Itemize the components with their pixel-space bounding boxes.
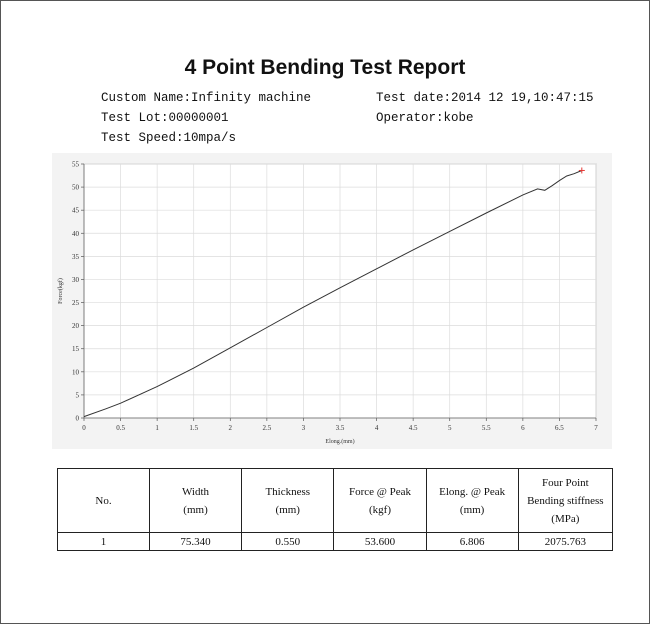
x-tick-label: 3.5 xyxy=(335,424,345,432)
x-tick-label: 2.5 xyxy=(262,424,272,432)
y-tick-label: 0 xyxy=(75,414,79,423)
x-tick-label: 5.5 xyxy=(481,424,491,432)
test-lot-text: Test Lot:00000001 xyxy=(101,111,229,125)
header-bending-stiffness xyxy=(518,469,612,533)
header-thickness xyxy=(242,469,334,533)
x-tick-label: 5 xyxy=(447,424,452,432)
header-line: (mm) xyxy=(459,503,485,516)
operator-text: Operator:kobe xyxy=(376,111,474,125)
header-line: Four Point xyxy=(541,476,589,489)
x-tick-label: 1 xyxy=(155,424,159,432)
x-tick-label: 0 xyxy=(82,424,86,432)
force-elongation-chart xyxy=(52,153,612,449)
y-tick-label: 45 xyxy=(72,206,79,215)
report-title: 4 Point Bending Test Report xyxy=(184,56,466,79)
header-line: No. xyxy=(95,494,112,507)
test-speed-text: Test Speed:10mpa/s xyxy=(101,131,237,145)
x-tick-label: 6 xyxy=(521,424,525,432)
table-cell: 0.550 xyxy=(242,533,334,551)
header-line: Elong. @ Peak xyxy=(439,485,506,498)
table-cell: 2075.763 xyxy=(518,533,612,551)
y-tick-label: 20 xyxy=(72,322,79,331)
chart-area xyxy=(52,153,612,449)
custom-name-text: Custom Name:Infinity machine xyxy=(101,91,312,105)
header-line: Force @ Peak xyxy=(348,485,412,498)
header-elong-peak xyxy=(426,469,518,533)
x-tick-labels xyxy=(82,424,598,432)
x-tick-label: 7 xyxy=(594,424,598,432)
table-cell: 53.600 xyxy=(334,533,426,551)
y-tick-labels xyxy=(72,161,80,423)
y-tick-label: 5 xyxy=(75,391,79,400)
y-tick-label: 10 xyxy=(72,368,79,377)
header-line: (kgf) xyxy=(369,503,391,516)
header-no xyxy=(58,469,150,533)
y-tick-label: 35 xyxy=(72,252,79,261)
header-line: Width xyxy=(181,485,210,498)
table-row xyxy=(58,533,613,551)
table-cell: 75.340 xyxy=(149,533,241,551)
x-tick-label: 3 xyxy=(301,424,306,432)
header-line: (mm) xyxy=(275,503,300,516)
table-header-row xyxy=(58,469,613,533)
x-tick-label: 2 xyxy=(228,424,233,432)
results-table xyxy=(57,468,613,551)
x-tick-label: 4 xyxy=(374,424,379,432)
y-tick-label: 55 xyxy=(72,160,79,169)
y-axis-label: Force(kgf) xyxy=(58,278,64,304)
x-tick-label: 1.5 xyxy=(189,424,199,432)
y-tick-label: 50 xyxy=(72,183,79,192)
x-axis-label: Elong.(mm) xyxy=(325,439,355,445)
table-cell: 1 xyxy=(58,533,150,551)
header-line: (MPa) xyxy=(551,512,580,525)
header-force-peak xyxy=(334,469,426,533)
x-tick-label: 4.5 xyxy=(408,424,418,432)
header-line: (mm) xyxy=(183,503,208,516)
x-tick-label: 6.5 xyxy=(555,424,564,432)
y-tick-label: 15 xyxy=(72,345,79,354)
y-tick-label: 40 xyxy=(72,229,79,238)
header-width xyxy=(149,469,241,533)
x-tick-label: 0.5 xyxy=(116,424,125,432)
test-date-text: Test date:2014 12 19,10:47:15 xyxy=(376,91,594,105)
table-cell: 6.806 xyxy=(426,533,518,551)
header-line: Bending stiffness xyxy=(527,494,604,507)
header-line: Thickness xyxy=(265,485,311,498)
y-tick-label: 30 xyxy=(72,275,79,284)
y-tick-label: 25 xyxy=(72,299,79,308)
